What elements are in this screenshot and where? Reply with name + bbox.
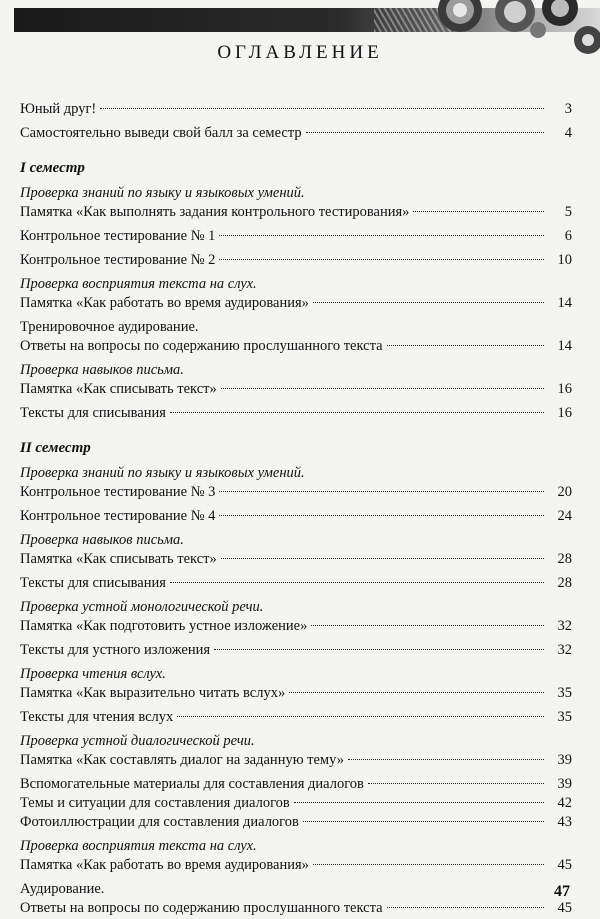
toc-entry: Памятка «Как работать во время аудирования» 14 <box>20 295 572 311</box>
semester-2-heading: II семестр <box>20 440 91 456</box>
toc-entry: Памятка «Как работать во время аудирования» 45 <box>20 857 572 873</box>
toc-entry: Памятка «Как списывать текст» 28 <box>20 551 572 567</box>
toc-entry: Тексты для чтения вслух 35 <box>20 709 572 725</box>
page-title: ОГЛАВЛЕНИЕ <box>217 42 383 63</box>
toc-entry: Контрольное тестирование № 4 24 <box>20 508 572 524</box>
toc-entry: Ответы на вопросы по содержанию прослушанного текста 14 <box>20 338 572 354</box>
semester-1-heading: I семестр <box>20 160 85 176</box>
section-heading: Проверка знаний по языку и языковых умений. <box>20 465 305 481</box>
section-heading: Проверка навыков письма. <box>20 362 184 378</box>
section-heading: Проверка знаний по языку и языковых умений. <box>20 185 305 201</box>
page-number: 47 <box>554 883 570 900</box>
toc-entry: Памятка «Как выразительно читать вслух» 35 <box>20 685 572 701</box>
toc-entry: Ответы на вопросы по содержанию прослушанного текста 45 <box>20 900 572 916</box>
toc-entry: Памятка «Как выполнять задания контрольного тестирования» 5 <box>20 204 572 220</box>
section-heading: Проверка восприятия текста на слух. <box>20 276 257 292</box>
table-of-contents <box>20 100 572 918</box>
toc-entry: Памятка «Как подготовить устное изложение» 32 <box>20 618 572 634</box>
toc-entry: Контрольное тестирование № 3 20 <box>20 484 572 500</box>
section-heading: Проверка устной монологической речи. <box>20 599 264 615</box>
toc-text: Тренировочное аудирование. <box>20 319 199 335</box>
toc-entry: Тексты для устного изложения 32 <box>20 642 572 658</box>
toc-entry: Вспомогательные материалы для составления диалогов 39 <box>20 776 572 792</box>
section-heading: Проверка восприятия текста на слух. <box>20 838 257 854</box>
section-heading: Проверка устной диалогической речи. <box>20 733 255 749</box>
toc-entry: Памятка «Как составлять диалог на заданную тему» 39 <box>20 752 572 768</box>
toc-entry: Юный друг! 3 <box>20 101 572 117</box>
toc-entry: Тексты для списывания 28 <box>20 575 572 591</box>
toc-entry: Темы и ситуации для составления диалогов 42 <box>20 795 572 811</box>
section-heading: Проверка чтения вслух. <box>20 666 166 682</box>
toc-entry: Памятка «Как списывать текст» 16 <box>20 381 572 397</box>
section-heading: Проверка навыков письма. <box>20 532 184 548</box>
toc-text: Аудирование. <box>20 881 105 897</box>
toc-entry: Самостоятельно выведи свой балл за семестр 4 <box>20 125 572 141</box>
toc-entry: Контрольное тестирование № 1 6 <box>20 228 572 244</box>
toc-entry: Контрольное тестирование № 2 10 <box>20 252 572 268</box>
toc-entry: Тексты для списывания 16 <box>20 405 572 421</box>
toc-entry: Фотоиллюстрации для составления диалогов 43 <box>20 814 572 830</box>
